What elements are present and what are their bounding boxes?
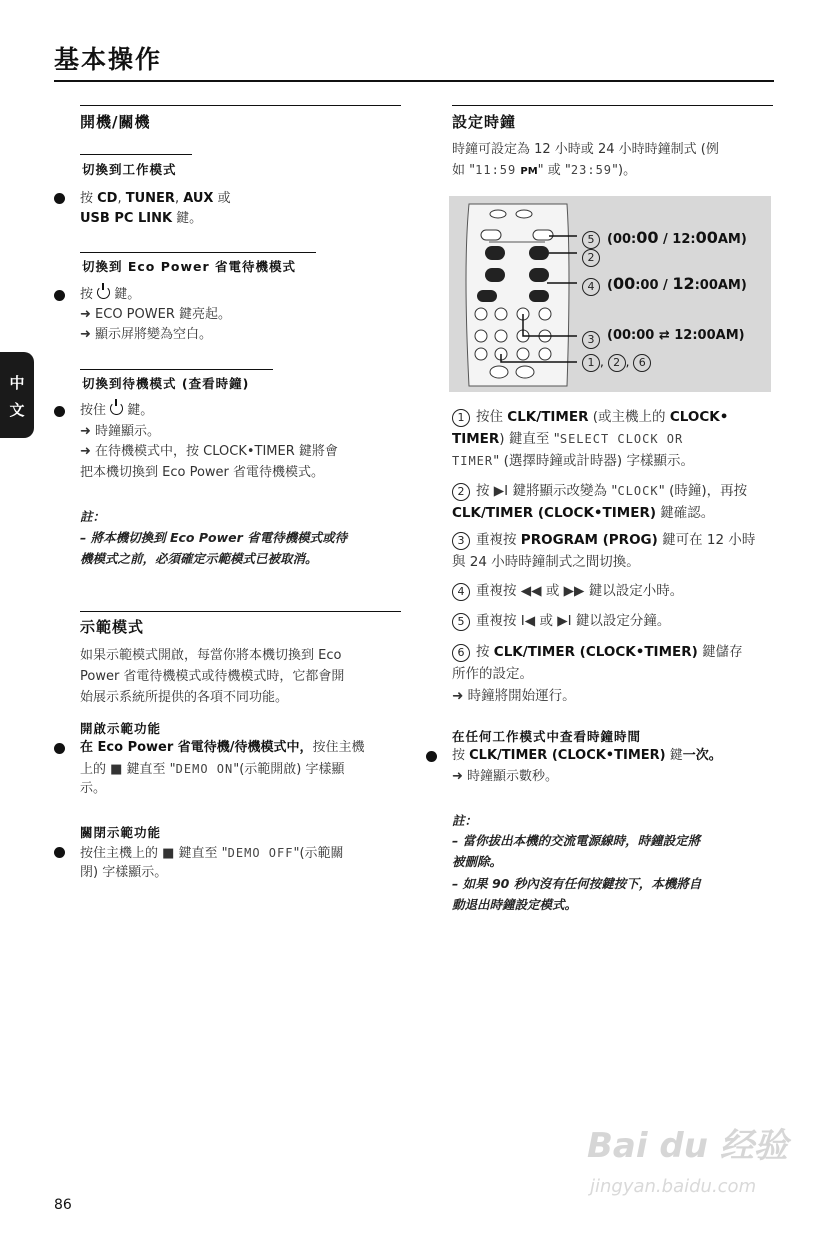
active-mode-line1: 按 CD, TUNER, AUX 或 xyxy=(80,191,231,206)
demo-para-line1: 如果示範模式開啟，每當你將本機切換到 Eco xyxy=(80,648,342,663)
demo-on-line3: 示。 xyxy=(80,781,107,796)
section-rule xyxy=(452,105,773,106)
active-mode-line2: USB PC LINK 鍵。 xyxy=(80,211,203,226)
demo-para-line3: 始展示系統所提供的各項不同功能。 xyxy=(80,690,289,705)
bullet-icon xyxy=(54,847,65,858)
subheading-standby: 切換到待機模式 (查看時鐘) xyxy=(82,376,250,391)
note-line2: 機模式之前，必須確定示範模式已被取消。 xyxy=(80,551,318,566)
bullet-icon xyxy=(54,406,65,417)
bullet-icon xyxy=(426,751,437,762)
language-tab xyxy=(0,352,34,438)
step-4: 4 重複按 ◀◀ 或 ▶▶ 鍵以設定小時。 xyxy=(452,580,774,602)
step-5: 5 重複按 I◀ 或 ▶I 鍵以設定分鐘。 xyxy=(452,610,774,632)
step-3: 3 重複按 PROGRAM (PROG) 鍵可在 12 小時 與 24 小時時鐘制式之間切換。 xyxy=(452,532,756,570)
eco-power-line3: ➜ 顯示屏將變為空白。 xyxy=(80,327,213,342)
power-icon xyxy=(97,286,110,299)
title-rule xyxy=(54,80,774,82)
demo-on-line2: 上的 ■ 鍵直至 "DEMO ON"(示範開啟) 字樣顯 xyxy=(80,762,345,777)
section-heading-clock: 設定時鐘 xyxy=(452,113,517,131)
language-tab-char-2: 文 xyxy=(9,401,25,419)
bullet-icon xyxy=(54,743,65,754)
subsection-rule xyxy=(80,154,192,155)
bullet-icon xyxy=(54,290,65,301)
note-line1: – 將本機切換到 Eco Power 省電待機模式或待 xyxy=(80,530,348,545)
note-line4: 動退出時鐘設定模式。 xyxy=(452,897,578,912)
step-2: 2 按 ▶I 鍵將顯示改變為 "CLOCK" (時鐘)，再按 CLK/TIMER (CLOCK•TIMER) 鍵確認。 xyxy=(452,483,748,521)
section-rule xyxy=(80,105,401,106)
callout-4: 4 xyxy=(582,278,600,296)
note-line2: 被刪除。 xyxy=(452,854,503,869)
subsection-rule xyxy=(80,369,273,370)
subheading-active-mode: 切換到工作模式 xyxy=(82,162,177,177)
standby-line3: ➜ 在待機模式中，按 CLOCK•TIMER 鍵將會 xyxy=(80,444,338,459)
display-readout-minutes: (00:00 / 12:00AM) xyxy=(607,228,747,247)
demo-on-line1: 在 Eco Power 省電待機/待機模式中，按住主機 xyxy=(80,740,365,755)
page-title: 基本操作 xyxy=(54,45,163,74)
step-1: 1 按住 CLK/TIMER (或主機上的 CLOCK• TIMER) 鍵直至 "SELECT CLOCK OR TIMER" (選擇時鐘或計時器) 字樣顯示。 xyxy=(452,409,729,469)
watermark-logo: Bai du 经验 xyxy=(587,1126,788,1166)
eco-power-line1: 按 鍵。 xyxy=(80,287,141,302)
callout-1-2-6: 1 , 2 , 6 xyxy=(582,354,651,372)
note-label: 註： xyxy=(452,813,478,828)
page-number: 86 xyxy=(54,1197,72,1213)
section-heading-demo: 示範模式 xyxy=(80,618,145,636)
demo-off-line2: 閉) 字樣顯示。 xyxy=(80,865,168,880)
callout-2: 2 xyxy=(582,249,600,267)
watermark-url: jingyan.baidu.com xyxy=(590,1176,757,1197)
subheading-demo-off: 關閉示範功能 xyxy=(80,825,162,840)
language-tab-char-1: 中 xyxy=(9,374,25,392)
display-readout-format: (00:00 ⇄ 12:00AM) xyxy=(607,328,745,343)
view-clock-line2: ➜ 時鐘顯示數秒。 xyxy=(452,769,559,784)
note-line3: – 如果 90 秒內沒有任何按鍵按下，本機將自 xyxy=(452,876,702,891)
bullet-icon xyxy=(54,193,65,204)
step-6: 6 按 CLK/TIMER (CLOCK•TIMER) 鍵儲存 所作的設定。 ➜ 時鐘將開始運行。 xyxy=(452,644,743,704)
callout-5: 5 xyxy=(582,231,600,249)
display-readout-hours: (00:00 / 12:00AM) xyxy=(607,274,747,293)
subheading-view-clock: 在任何工作模式中查看時鐘時間 xyxy=(452,729,642,744)
power-icon xyxy=(110,402,123,415)
subheading-eco-power: 切換到 Eco Power 省電待機模式 xyxy=(82,259,297,274)
standby-line1: 按住 鍵。 xyxy=(80,403,154,418)
demo-off-line1: 按住主機上的 ■ 鍵直至 "DEMO OFF"(示範關 xyxy=(80,846,344,861)
callout-3: 3 xyxy=(582,331,600,349)
note-label: 註： xyxy=(80,509,106,524)
clock-intro-line2: 如 "11:59 PM" 或 "23:59")。 xyxy=(452,163,637,178)
demo-para-line2: Power 省電待機模式或待機模式時，它都會開 xyxy=(80,669,345,684)
section-heading-power: 開機/關機 xyxy=(80,113,151,131)
standby-line4: 把本機切換到 Eco Power 省電待機模式。 xyxy=(80,465,325,480)
remote-control-figure xyxy=(449,196,771,392)
subheading-demo-on: 開啟示範功能 xyxy=(80,721,162,736)
note-line1: – 當你拔出本機的交流電源線時，時鐘設定將 xyxy=(452,833,701,848)
eco-power-line2: ➜ ECO POWER 鍵亮起。 xyxy=(80,307,231,322)
standby-line2: ➜ 時鐘顯示。 xyxy=(80,424,161,439)
clock-intro-line1: 時鐘可設定為 12 小時或 24 小時時鐘制式 (例 xyxy=(452,142,719,157)
view-clock-line1: 按 CLK/TIMER (CLOCK•TIMER) 鍵一次。 xyxy=(452,748,722,763)
subsection-rule xyxy=(80,252,316,253)
section-rule xyxy=(80,611,401,612)
